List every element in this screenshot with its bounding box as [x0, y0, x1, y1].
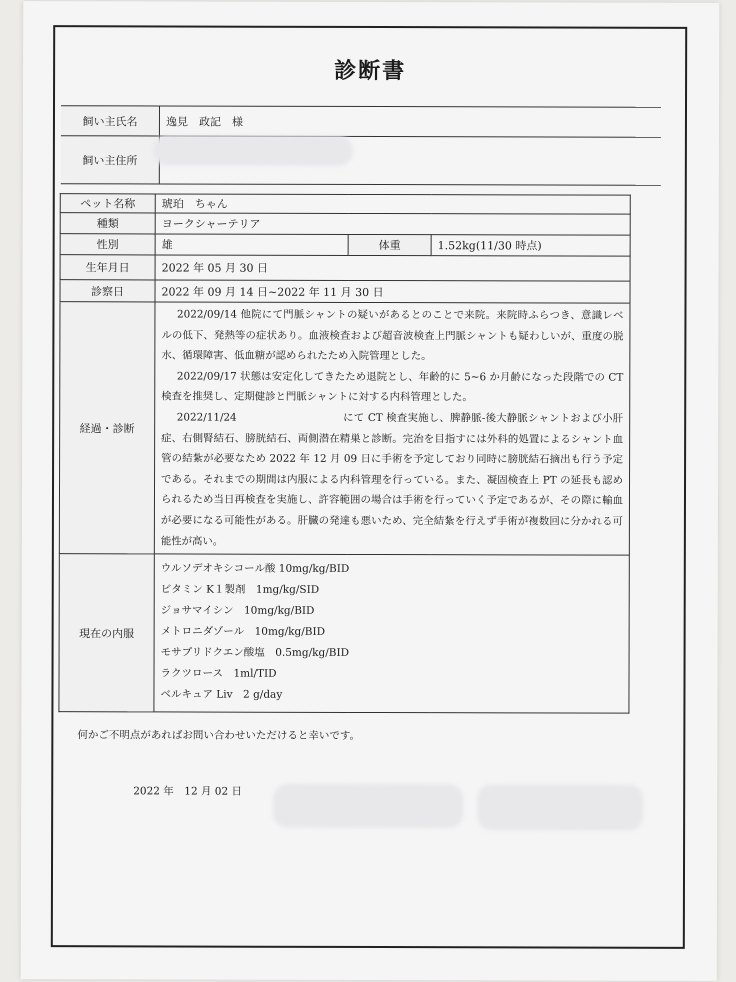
closing-text: 何かご不明点があればお問い合わせいただけると幸いです。 — [77, 729, 361, 742]
meds-list — [154, 554, 629, 713]
weight-label: 体重 — [348, 234, 431, 255]
pet-table — [58, 193, 630, 714]
weight-value: 1.52kg(11/30 時点) — [431, 235, 630, 257]
document-paper — [21, 1, 720, 981]
visit-value: 2022 年 09 月 14 日~2022 年 11 月 30 日 — [155, 280, 630, 303]
owner-name-label: 飼い主氏名 — [61, 106, 160, 136]
owner-name-value: 逸見 政記 様 — [159, 106, 661, 137]
birth-label: 生年月日 — [60, 255, 155, 280]
owner-address-label: 飼い主住所 — [61, 136, 160, 184]
meds-label: 現在の内服 — [59, 554, 154, 712]
course-paragraph: 2022/11/24 にて CT 検査実施し、脾静脈-後大静脈シャントおよび小肝症、右側腎結石、膀胱結石、両側潜在精巣と診断。完治を目指すには外科的処置によるシャント血管の結紮が必要なため 2022 年 12 月 09 日に手術を予定しており同時に膀胱結石摘出も行う予定である。それまでの期間は内服による内科管理を行っている。また、凝固検査上 PT の延長も認められるため当日再検査を実施し、許容範囲の場合は手術を行っていく予定であるが、その際に輸血が必要になる可能性がある。肝臓の発達も悪いため、完全結紮を行えず手術が複数回に分かれる可能性が高い。 — [160, 411, 624, 548]
redacted-clinic — [273, 784, 463, 828]
visit-label: 診察日 — [60, 280, 155, 302]
sex-value: 雄 — [155, 234, 348, 256]
redacted-signature — [477, 784, 643, 830]
course-paragraph: 2022/09/17 状態は安定化してきたため退院とし、年齢的に 5~6 か月齢になった段階での CT 検査を推奨し、定期健診と門脈シャントに対する内科管理とした。 — [161, 370, 624, 404]
med-item: ビタミン K１製剤 1mg/kg/SID — [160, 583, 320, 596]
owner-table — [61, 105, 661, 186]
med-item: ウルソデオキシコール酸 10mg/kg/BID — [160, 562, 350, 576]
med-item: ジョサマイシン 10mg/kg/BID — [160, 604, 315, 617]
sex-label: 性別 — [60, 234, 155, 255]
issue-date: 2022 年 12 月 02 日 — [133, 785, 243, 798]
course-label: 経過・診断 — [59, 302, 155, 554]
med-item: メトロニダゾール 10mg/kg/BID — [160, 625, 326, 639]
med-item: ラクツロース 1ml/TID — [160, 667, 277, 680]
breed-value: ヨークシャーテリア — [155, 213, 630, 235]
pet-name-label: ペット名称 — [60, 194, 155, 213]
med-item: モサプリドクエン酸塩 0.5mg/kg/BID — [160, 646, 350, 660]
birth-value: 2022 年 05 月 30 日 — [155, 255, 630, 281]
redacted-address — [153, 135, 353, 166]
pet-name-value: 琥珀 ちゃん — [155, 194, 630, 214]
course-text — [154, 302, 630, 555]
document-title: 診断書 — [334, 58, 407, 85]
breed-label: 種類 — [60, 213, 155, 234]
med-item: ベルキュア Liv 2 g/day — [160, 688, 283, 701]
course-paragraph: 2022/09/14 他院にて門脈シャントの疑いがあるとのことで来院。来院時ふらつき、意識レベルの低下、発熱等の症状あり。血液検査および超音波検査上門脈シャントも疑わしいが、重度の脱水、循環障害、低血糖が認められたため入院管理とした。 — [161, 308, 624, 363]
